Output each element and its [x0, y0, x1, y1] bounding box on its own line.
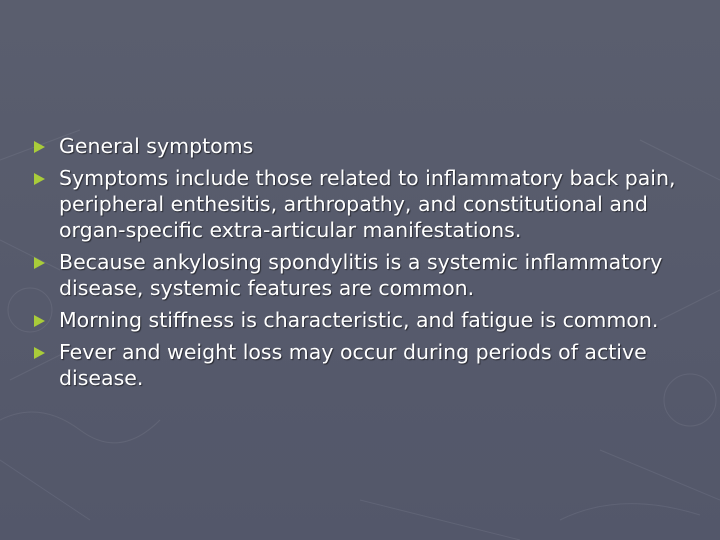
bullet-item-morning-stiffness	[34, 307, 684, 333]
bullet-list	[34, 133, 684, 397]
triangle-right-icon	[34, 173, 45, 185]
bullet-text: Because ankylosing spondylitis is a systemic inflammatory disease, systemic features are common.	[59, 250, 663, 300]
triangle-right-icon	[34, 141, 45, 153]
bullet-item-fever-weight-loss	[34, 339, 684, 391]
bullet-item-general-symptoms	[34, 133, 684, 159]
bullet-text: Fever and weight loss may occur during periods of active disease.	[59, 340, 647, 390]
bullet-item-systemic-disease	[34, 249, 684, 301]
bullet-text: Morning stiffness is characteristic, and fatigue is common.	[59, 308, 659, 332]
triangle-right-icon	[34, 315, 45, 327]
triangle-right-icon	[34, 347, 45, 359]
bullet-item-symptoms-include	[34, 165, 684, 243]
bullet-text: General symptoms	[59, 134, 254, 158]
triangle-right-icon	[34, 257, 45, 269]
bullet-text: Symptoms include those related to inflammatory back pain, peripheral enthesitis, arthropathy, and constitutional and organ-specific extra-articular manifestations.	[59, 166, 676, 242]
